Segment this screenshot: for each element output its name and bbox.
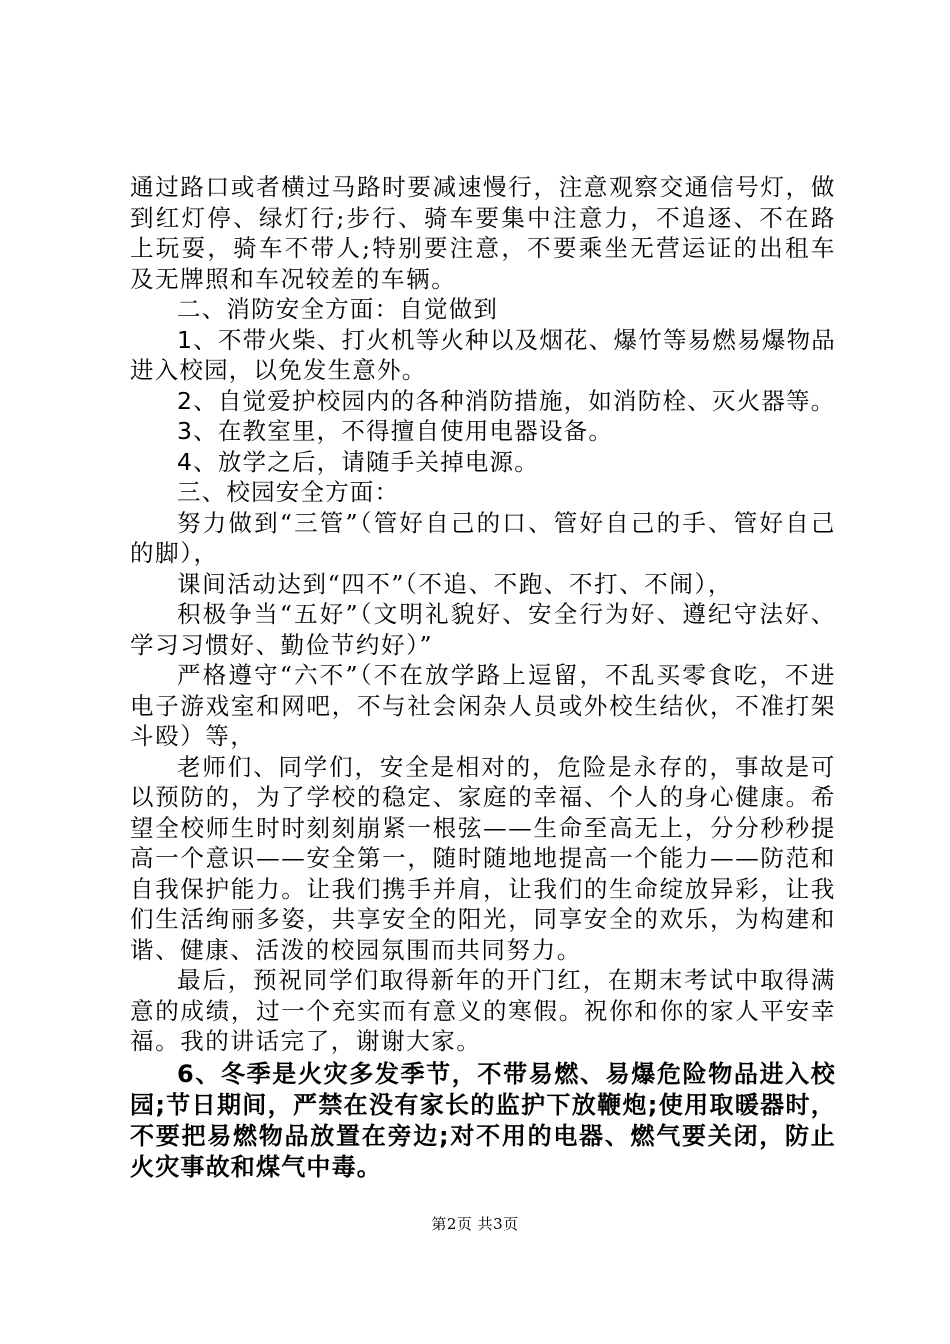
section-heading-campus-safety: 三、校园安全方面： bbox=[177, 478, 400, 506]
paragraph-five-good: 积极争当“五好”（文明礼貌好、安全行为好、遵纪守法好、学习习惯好、勤俭节约好）” bbox=[130, 600, 836, 659]
paragraph-six-no: 严格遵守“六不”（不在放学路上逗留，不乱买零食吃，不进电子游戏室和网吧，不与社会闲杂人员或外校生结伙，不准打架斗殴）等， bbox=[130, 661, 836, 750]
page-number-footer: 第2页 共3页 bbox=[431, 1215, 519, 1233]
fire-item-3: 3、在教室里，不得擅自使用电器设备。 bbox=[177, 417, 614, 445]
paragraph-closing-wish: 最后，预祝同学们取得新年的开门红，在期末考试中取得满意的成绩，过一个充实而有意义的寒假。祝你和你的家人平安幸福。我的讲话完了，谢谢大家。 bbox=[130, 966, 836, 1055]
paragraph-four-no: 课间活动达到“四不”（不追、不跑、不打、不闹）， bbox=[177, 569, 733, 598]
paragraph-traffic-continued: 通过路口或者横过马路时要减速慢行，注意观察交通信号灯，做到红灯停、绿灯行;步行、骑车要集中注意力，不追逐、不在路上玩耍，骑车不带人;特别要注意，不要乘坐无营运证的出租车及无牌照和车况较差的车辆。 bbox=[130, 173, 836, 293]
document-body bbox=[130, 172, 836, 1183]
fire-item-1: 1、不带火柴、打火机等火种以及烟花、爆竹等易燃易爆物品进入校园，以免发生意外。 bbox=[130, 325, 836, 384]
fire-item-4: 4、放学之后，请随手关掉电源。 bbox=[177, 447, 539, 476]
paragraph-winter-fire-safety: 6、冬季是火灾多发季节，不带易燃、易爆危险物品进入校园;节日期间，严禁在没有家长的监护下放鞭炮;使用取暖器时，不要把易燃物品放置在旁边;对不用的电器、燃气要关闭，防止火灾事故和煤气中毒。 bbox=[130, 1059, 836, 1181]
paragraph-closing-appeal: 老师们、同学们，安全是相对的，危险是永存的，事故是可以预防的，为了学校的稳定、家庭的幸福、个人的身心健康。希望全校师生时时刻刻崩紧一根弦——生命至高无上，分分秒秒提高一个意识——安全第一，随时随地地提高一个能力——防范和自我保护能力。让我们携手并肩，让我们的生命绽放异彩，让我们生活绚丽多姿，共享安全的阳光，同享安全的欢乐，为构建和谐、健康、活泼的校园氛围而共同努力。 bbox=[130, 752, 836, 964]
fire-item-2: 2、自觉爱护校园内的各种消防措施，如消防栓、灭火器等。 bbox=[177, 386, 836, 415]
paragraph-three-manage: 努力做到“三管”（管好自己的口、管好自己的手、管好自己的脚）， bbox=[130, 508, 836, 567]
section-heading-fire-safety: 二、消防安全方面：自觉做到 bbox=[177, 295, 499, 323]
